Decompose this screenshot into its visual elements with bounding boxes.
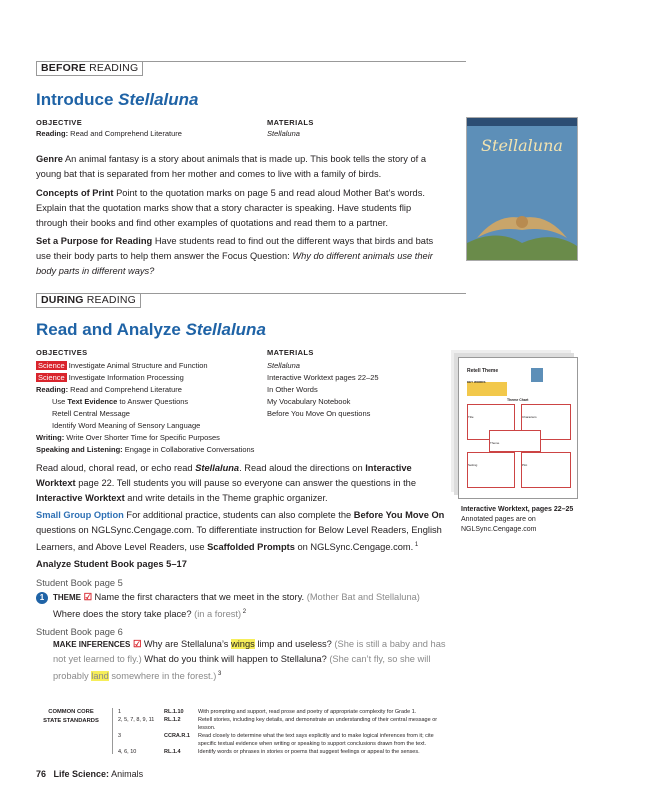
section-label: DURING READING — [36, 294, 141, 308]
worktext-thumbnail: Retell Theme KEY WORDS Theme Chart Title Characters Theme Setting Plot — [458, 357, 578, 499]
genre-paragraph: Genre An animal fantasy is a story about animals that is made up. This book tells the story of a young bat that is separated from her mother and comes to live with a family of birds. — [36, 154, 426, 179]
inferences-question: MAKE INFERENCES ☑ Why are Stellaluna’s wings limp and useless? (She is still a baby and has not yet learned to fly.) What do you think will happen to Stellaluna? (She can’t fly, so she will probably land somewhere in the forest.) $^3$ — [53, 639, 446, 682]
page-number: 76 — [36, 769, 47, 779]
worktext-caption: Interactive Worktext, pages 22–25 Annotated pages are on NGLSync.Cengage.com — [461, 506, 574, 533]
worktext-title: Retell Theme — [467, 368, 499, 374]
small-group-paragraph: Small Group Option For additional practice, students can also complete the Before You Move On questions on NGLSync.Cengage.com. To differentiate instruction for Below Level Readers, English Learners, and Above Level Readers, use Scaffolded Prompts on NGLSync.Cengage.com. $^1$ — [36, 510, 445, 553]
page-title: Introduce Stellaluna — [36, 90, 199, 109]
purpose-paragraph: Set a Purpose for Reading Have students read to find out the different ways that birds and bats use their body parts to help them answer the Focus Question: Why do different animals use their body parts in different ways? — [36, 236, 434, 276]
cover-title: Stellaluna — [481, 136, 563, 155]
read-aloud-paragraph: Read aloud, choral read, or echo read Stellaluna. Read aloud the directions on Interactive Worktext page 22. Tell students you will pause so everyone can answer the questions in the Interactive Worktext and write details in the Theme graphic organizer. — [36, 463, 417, 503]
checkmark-icon: ☑ — [132, 639, 142, 649]
materials-heading: MATERIALS — [267, 348, 314, 357]
theme-question: THEME ☑ Name the first characters that we meet in the story. (Mother Bat and Stellaluna) Where does the story take place? (in a forest) $^2$ — [53, 592, 420, 620]
before-reading-tab — [36, 61, 466, 78]
bat-illustration — [467, 118, 577, 260]
standards-table — [115, 708, 455, 756]
objectives-list: Science Investigate Animal Structure and Function Science Investigate Information Processing Reading: Read and Comprehend Literature Use Text Evidence to Answer Questions Retell Central Message Identify Word Meaning of Sensory Language Writing: Write Over Shorter Time for Specific Purposes Speaking and Listening: Engage in Collaborative Conversations — [36, 361, 255, 454]
key-words-label: KEY WORDS — [467, 380, 486, 384]
table-row: 2, 5, 7, 8, 9, 11 RL.1.2 Retell stories, including key details, and demonstrate an understanding of their central message or lesson. — [118, 717, 438, 731]
student-book-page-5: Student Book page 5 — [36, 578, 123, 588]
during-reading-tab — [36, 293, 466, 310]
section-label: BEFORE READING — [36, 62, 143, 76]
standards-label: COMMON CORE STATE STANDARDS — [43, 709, 99, 724]
table-row: 4, 6, 10 RL.1.4 Identify words or phrases in stories or poems that suggest feelings or appeal to the senses. — [118, 749, 420, 755]
objective-text: Reading: Read and Comprehend Literature — [36, 129, 182, 138]
table-row: 3 CCRA.R.1 Read closely to determine what the text says explicitly and to make logical inferences from it; cite specific textual evidence when writing or speaking to support conclusions drawn from the text. — [118, 733, 434, 747]
materials-list: Stellaluna Interactive Worktext pages 22–25 In Other Words My Vocabulary Notebook Before You Move On questions — [267, 361, 379, 418]
materials-heading: MATERIALS — [267, 118, 314, 127]
objectives-heading: OBJECTIVES — [36, 348, 88, 357]
analyze-heading: Analyze Student Book pages 5–17 — [36, 559, 187, 569]
section-title: Read and Analyze Stellaluna — [36, 320, 266, 339]
table-row: 1 RL.1.10 With prompting and support, read prose and poetry of appropriate complexity for Grade 1. — [118, 709, 417, 715]
concepts-paragraph: Concepts of Print Point to the quotation marks on page 5 and read aloud Mother Bat’s words. Explain that the quotation marks show that a story character is speaking. Have students flip through their books and find other examples of quotations and read them to a partner. — [36, 188, 425, 228]
objective-heading: OBJECTIVE — [36, 118, 83, 127]
materials-text: Stellaluna — [267, 129, 300, 138]
question-number-badge: 1 — [36, 592, 48, 604]
checkmark-icon: ☑ — [83, 592, 92, 602]
book-cover-image — [466, 117, 578, 261]
student-book-page-6: Student Book page 6 — [36, 627, 123, 637]
page-footer: 76 Life Science: Animals — [36, 769, 144, 779]
